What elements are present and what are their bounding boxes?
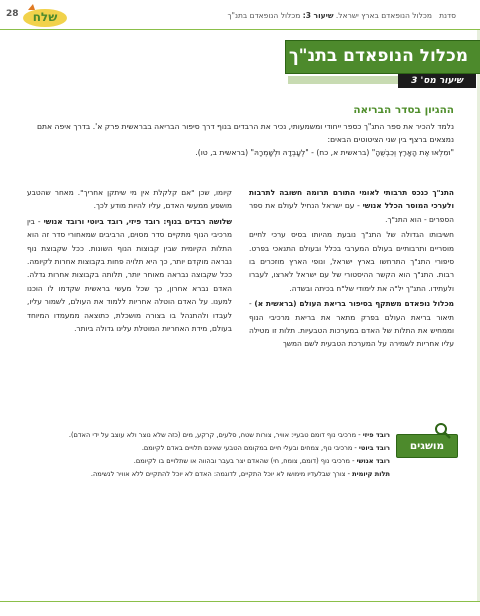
glossary-item — [18, 456, 390, 467]
page-number: 28 — [6, 9, 19, 19]
glossary-list — [18, 430, 390, 482]
lesson-tag-stripe — [288, 76, 398, 84]
paragraph-body: - בין מרכיבי הנוף מתקיים סדר מסוים, הרביבים שמאחורי סדר זה הוא התלות הקיומית שבין קבוצות הנוף השונות. ככל שקבוצת נוף נבראה מוקדם יותר, כך היא תלויה פחות בקבוצות אחרות לקיומה. ככל שקבוצה נבראה מאוחר יותר, תלותה בקבוצות אחרות גדלה. האדם נברא אחרון, כך שכל מעשי בראשית שקדמו לו הוכנו למענו. על האדם הוטלה אחריות ללמוד את העולם, לשמור עליו, לעבדו ולהתנהל בו בצורה מושכלת, כתוצאה ממעמדו המיוחד בעולם, מידת האחריות המוטלת עלינו גדולה ביותר. — [27, 216, 232, 334]
header-lesson-ref: שיעור 3: — [302, 11, 334, 20]
glossary-definition: - מרכיבי נוף, צמחים ובעלי חיים במקומם הטבעי שאינם תלויים באדם לקיומם. — [141, 444, 359, 452]
paragraph-body: - עם ישראל הנחיל לעולם את ספר הספרים - הוא התנ"ך. — [249, 201, 454, 224]
paragraph — [249, 186, 454, 226]
paragraph-body: קיומו, שכן "אם קלקלת אין מי שיתקן אחריך". מאחר שהטבע מושפע ממעשי האדם, עליו להיות מודע לכך. — [27, 188, 232, 211]
glossary-term: רובד אנושי — [356, 457, 390, 465]
shelach-logo — [22, 2, 68, 28]
chapter-banner — [285, 40, 480, 74]
running-header-text — [227, 11, 456, 20]
glossary-term: רובד ביוטי — [358, 444, 390, 452]
svg-text:שלח: שלח — [32, 10, 58, 24]
lesson-number-tag: שיעור מס' 3 — [398, 74, 476, 88]
intro-paragraph: נלמד להכיר את ספר התנ"ך כספר ייחודי ומשמעותי, נכיר את הרבדים בנוף דרך סיפור הבריאה בבראשית פרק א'. בדרך איפה אתם נמצאים ברצף בין שני הציטוטים הבאים: — [36, 122, 454, 144]
glossary-badge-label: מושגים — [409, 440, 445, 452]
glossary-item — [18, 430, 390, 441]
section-title: ההגיון בסדר הבריאה — [353, 104, 454, 116]
paragraph — [27, 215, 232, 336]
glossary-item — [18, 443, 390, 454]
paragraph — [249, 228, 454, 295]
glossary-term: תלות קיומית — [352, 470, 390, 478]
header-lesson-name: מכלול הנופאדם בתנ"ך — [227, 11, 301, 20]
footer-rule — [0, 601, 480, 602]
paragraph-heading: מכלול נופאדם משתקף בסיפור בריאת העולם (בראשית א) — [254, 299, 454, 309]
text-column-right — [249, 186, 454, 353]
chapter-title: מכלול הנופאדם בתנ"ך — [288, 46, 468, 66]
paragraph-body: - תיאור בריאת העולם בפרק מתאר את בריאת מרכיבי הנוף וממחיש את התלות של האדם במערכות הטבעיות. תלות זו מטילה עליו אחריות לשמירה על המערכת הטבעית לשם המשך — [249, 299, 454, 349]
glossary-definition: - צורך שבלעדיו מימושו לא יוכל התקיים, לדוגמה: האדם לא יוכל להתקיים ללא אוויר לנשימה. — [90, 470, 353, 478]
paragraph-body: חשיבותו הגדולה של התנ"ך נובעת מהיותו בסיס ערכי לחיים מוסריים ותרבותיים בעולם המערבי בכלל ובעולם התנאכי בפרט. סיפורי התנ"ך התרחשו בארץ ישראל, ונופי הארץ מוזכרים בו רבות. התנ"ך הוא הקשר ההיסטורי של עם ישראל לארצו, לעברו ולעתידו. התנ"ך יל"ה את לימודי של"ח בכיתה ובשדה. — [249, 230, 454, 293]
paragraph-heading: שלושה רבדים בנוף: רובד פיזי, רובד ביוטי ורובד אנושי — [43, 216, 232, 226]
header-book-title: מכלול הנופאדם בארץ ישראל. — [335, 11, 432, 20]
glossary-item — [18, 469, 390, 480]
running-header-bar — [0, 0, 480, 30]
glossary-definition: - מרכיבי נוף (דומם, צומח, חי) שהאדם יצר בעבר ובהווה או שתלויים בו לקיומם. — [133, 457, 357, 465]
glossary-definition: - מרכיבי נוף דומם טבעיי: אוויר, צורות שטח, סלעים, קרקע, מים (כזה שלא נוצר ולא עוצב על ידי האדם). — [68, 431, 363, 439]
paragraph — [27, 186, 232, 213]
section-intro — [32, 120, 454, 159]
header-series: סדנת — [439, 11, 456, 20]
glossary-box — [18, 430, 460, 530]
glossary-term: רובד פיזי — [362, 431, 390, 439]
magnifier-icon — [434, 422, 452, 440]
intro-quotes: "וּמִלְאוּ אֶת הָאָרֶץ וְכִבְשֻׁהָ" (בראשית א, כח) - "לְעָבְדָהּ וּלְשָׁמְרָהּ" (בראשית ב, טו). — [195, 148, 454, 157]
text-column-left — [27, 186, 232, 337]
paragraph — [249, 297, 454, 351]
paragraph-heading: התנ"ך כנכס תרבותי לאומי התורם תרומה חשובה לתרבות ולערכי המוסר הכלל אנושי — [249, 188, 455, 211]
